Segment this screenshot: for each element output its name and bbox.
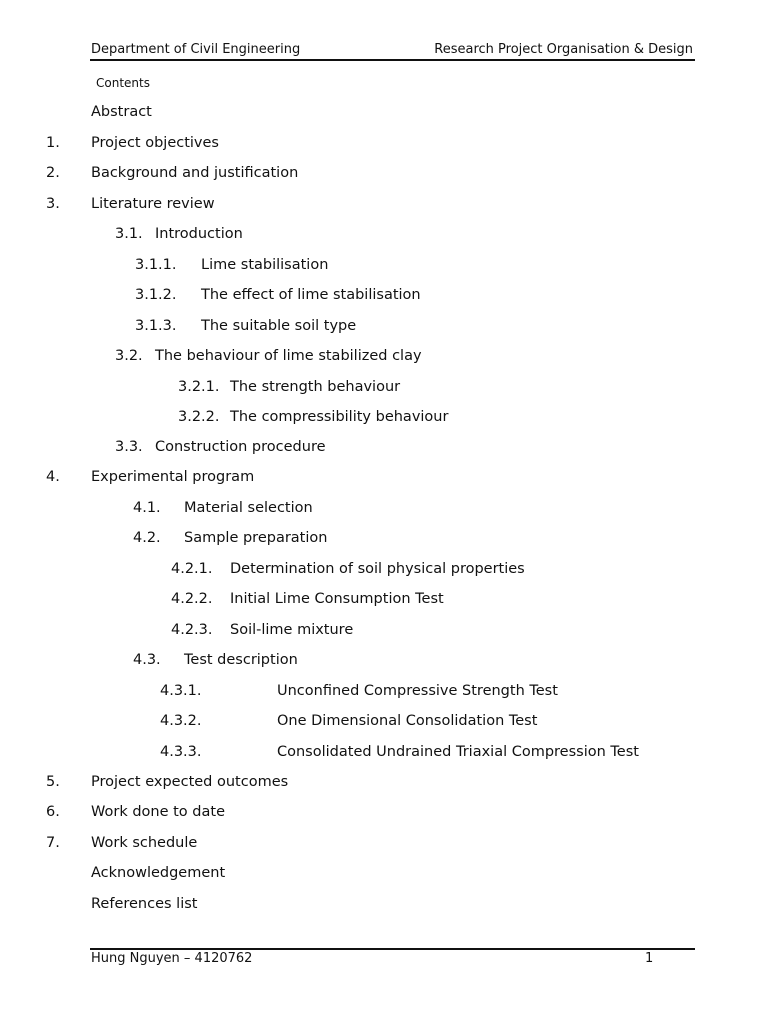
toc-entry-number: 4. xyxy=(46,469,60,485)
footer-author: Hung Nguyen – 4120762 xyxy=(91,951,253,966)
toc-entry-number: 5. xyxy=(46,774,60,790)
toc-entry-title: Material selection xyxy=(184,500,313,516)
toc-entry-number: 3.1.1. xyxy=(135,257,177,273)
toc-entry-number: 3.1.2. xyxy=(135,287,177,303)
toc-entry-title: The strength behaviour xyxy=(230,379,401,395)
toc-entry-number: 4.2.3. xyxy=(171,622,213,638)
toc-entry-number: 1. xyxy=(46,135,60,151)
toc-entry-title: Abstract xyxy=(91,104,152,120)
toc-entry-number: 3.1. xyxy=(115,226,143,242)
toc-entry-title: Construction procedure xyxy=(155,439,326,455)
toc-entry-title: References list xyxy=(91,896,198,912)
toc-entry-title: Background and justification xyxy=(91,165,299,181)
toc-entry-number: 4.2.2. xyxy=(171,591,213,607)
toc-entry-number: 4.3. xyxy=(133,652,161,668)
toc-entry-title: The suitable soil type xyxy=(201,318,357,334)
toc-entry-number: 2. xyxy=(46,165,60,181)
toc-entry-title: Acknowledgement xyxy=(91,865,226,881)
toc-entry-title: Introduction xyxy=(155,226,243,242)
footer-page-number: 1 xyxy=(645,951,654,966)
footer-divider xyxy=(90,948,695,950)
toc-entry-number: 4.3.1. xyxy=(160,683,202,699)
header-course-title: Research Project Organisation & Design xyxy=(434,42,693,57)
toc-entry-title: Work schedule xyxy=(91,835,198,851)
toc-entry-title: Experimental program xyxy=(91,469,255,485)
toc-entry-number: 4.1. xyxy=(133,500,161,516)
toc-entry-number: 3.1.3. xyxy=(135,318,177,334)
toc-entry-title: The compressibility behaviour xyxy=(230,409,449,425)
toc-entry-title: One Dimensional Consolidation Test xyxy=(277,713,538,729)
toc-entry-title: Test description xyxy=(184,652,298,668)
toc-entry-number: 4.2. xyxy=(133,530,161,546)
toc-entry-title: Work done to date xyxy=(91,804,225,820)
toc-entry-number: 3.2.2. xyxy=(178,409,220,425)
contents-heading: Contents xyxy=(96,76,150,90)
toc-entry-title: Project objectives xyxy=(91,135,219,151)
toc-entry-number: 4.2.1. xyxy=(171,561,213,577)
toc-entry-number: 4.3.3. xyxy=(160,744,202,760)
toc-entry-title: Project expected outcomes xyxy=(91,774,289,790)
toc-entry-number: 3. xyxy=(46,196,60,212)
toc-entry-title: Sample preparation xyxy=(184,530,328,546)
toc-entry-title: Literature review xyxy=(91,196,215,212)
toc-entry-title: Unconfined Compressive Strength Test xyxy=(277,683,558,699)
toc-entry-title: Initial Lime Consumption Test xyxy=(230,591,444,607)
toc-entry-title: Consolidated Undrained Triaxial Compression Test xyxy=(277,744,639,760)
toc-entry-title: The effect of lime stabilisation xyxy=(201,287,421,303)
header-department: Department of Civil Engineering xyxy=(91,42,301,57)
header-divider xyxy=(90,59,695,61)
toc-entry-number: 7. xyxy=(46,835,60,851)
toc-entry-title: The behaviour of lime stabilized clay xyxy=(155,348,422,364)
toc-entry-number: 4.3.2. xyxy=(160,713,202,729)
toc-entry-number: 6. xyxy=(46,804,60,820)
toc-entry-number: 3.2.1. xyxy=(178,379,220,395)
toc-entry-title: Lime stabilisation xyxy=(201,257,329,273)
toc-entry-title: Soil-lime mixture xyxy=(230,622,354,638)
toc-entry-title: Determination of soil physical properties xyxy=(230,561,525,577)
toc-entry-number: 3.3. xyxy=(115,439,143,455)
toc-entry-number: 3.2. xyxy=(115,348,143,364)
